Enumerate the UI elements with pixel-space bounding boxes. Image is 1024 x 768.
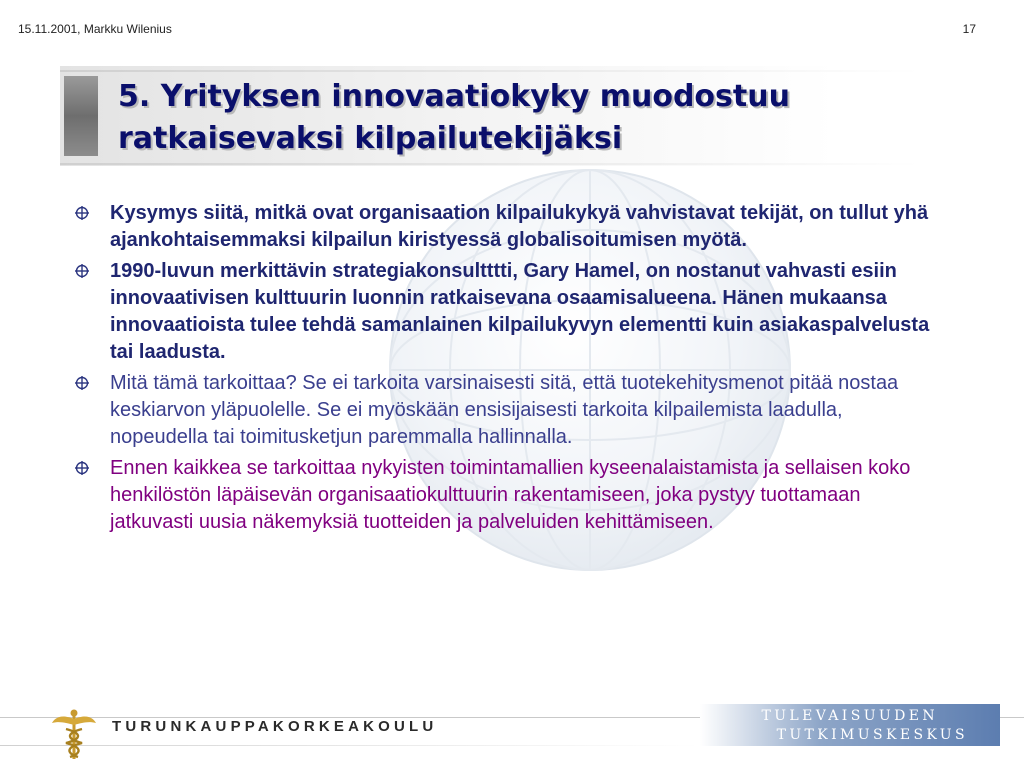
title-line-1: 5. Yrityksen innovaatiokyky muodostuu — [118, 79, 790, 114]
bullet-text: Kysymys siitä, mitkä ovat organisaation kilpailukykyä vahvistavat tekijät, on tullut yhä ajankohtaisemmaksi kilpailun kiristyessä globalisoitumisen myötä. — [110, 202, 929, 251]
caduceus-logo-icon — [52, 707, 96, 761]
bullet-text: Mitä tämä tarkoittaa? Se ei tarkoita varsinaisesti sitä, että tuotekehitysmenot pitää nostaa keskiarvon yläpuolelle. Se ei myöskään ensisijaisesti tarkoita kilpailemista laadulla, nopeudella tai toimitusketjun paremmalla hallinnalla. — [110, 372, 899, 448]
crosshair-bullet-icon — [75, 461, 89, 475]
title-accent-bar — [64, 76, 98, 156]
bullet-text: 1990-luvun merkittävin strategiakonsultttti, Gary Hamel, on nostanut vahvasti esiin innovaativisen kulttuurin luonnin ratkaisevana osaamisalueena. Hänen mukaansa innovaatioista tulee tehdä samanlainen kilpailukyvyn elementti kuin asiakaspalvelusta tai laadusta. — [110, 260, 930, 363]
bullet-item — [75, 370, 935, 451]
title-rule-bottom — [60, 163, 920, 165]
bullet-item — [75, 455, 935, 536]
school-name: TURUNKAUPPAKORKEAKOULU — [112, 718, 438, 735]
bullet-text: Ennen kaikkea se tarkoittaa nykyisten toimintamallien kyseenalaistamista ja sellaisen koko henkilöstön läpäisevän organisaatiokulttuurin rakentamiseen, joka pystyy tuottamaan jatkuvasti uusia näkemyksiä tuotteiden ja palveluiden kehittämiseen. — [110, 457, 911, 533]
crosshair-bullet-icon — [75, 376, 89, 390]
page-number: 17 — [962, 22, 976, 36]
header-date-author: 15.11.2001, Markku Wilenius — [18, 22, 172, 36]
bullet-list — [75, 200, 935, 540]
bullet-item — [75, 200, 935, 254]
footer-rule-lower — [0, 745, 700, 746]
research-centre-banner — [700, 704, 1000, 746]
title-line-2: ratkaisevaksi kilpailutekijäksi — [118, 121, 623, 156]
crosshair-bullet-icon — [75, 264, 89, 278]
bullet-item — [75, 258, 935, 366]
crosshair-bullet-icon — [75, 206, 89, 220]
research-centre-line-2: TUTKIMUSKESKUS — [776, 727, 968, 743]
title-rule-top — [60, 70, 920, 72]
slide-title — [118, 76, 878, 160]
research-centre-line-1: TULEVAISUUDEN — [761, 708, 938, 724]
